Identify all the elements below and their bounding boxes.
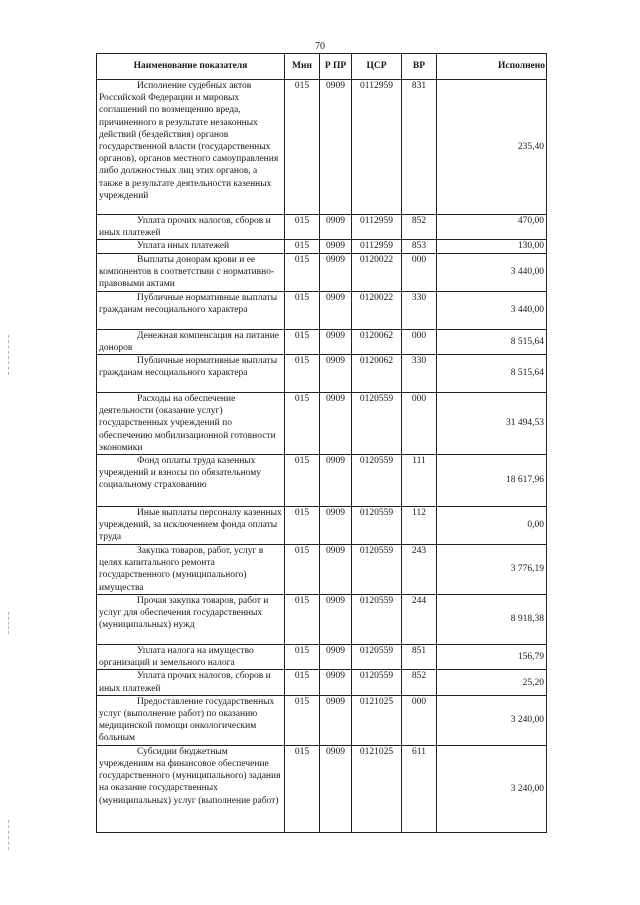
row-name: Расходы на обеспечение деятельности (оказание услуг) государственных учреждений по обеспечению мобилизационной готовности экономики xyxy=(97,393,285,455)
table-row xyxy=(97,355,547,393)
scan-margin-line xyxy=(8,820,9,850)
row-min: 015 xyxy=(285,455,320,507)
row-vr: 852 xyxy=(402,670,437,695)
row-rpr: 0909 xyxy=(320,80,352,215)
row-min: 015 xyxy=(285,545,320,595)
row-rpr: 0909 xyxy=(320,253,352,291)
row-csr: 0121025 xyxy=(352,745,402,832)
table-row xyxy=(97,215,547,240)
row-amount: 3 440,00 xyxy=(437,253,547,291)
row-rpr: 0909 xyxy=(320,455,352,507)
row-vr: 243 xyxy=(402,545,437,595)
scan-margin-line xyxy=(8,335,9,375)
row-vr: 851 xyxy=(402,645,437,670)
row-vr: 111 xyxy=(402,455,437,507)
row-name: Выплаты донорам крови и ее компонентов в соответствии с нормативно-правовыми актами xyxy=(97,253,285,291)
row-vr: 330 xyxy=(402,291,437,329)
table-row xyxy=(97,329,547,354)
row-amount: 156,79 xyxy=(437,645,547,670)
row-csr: 0120559 xyxy=(352,393,402,455)
table-row xyxy=(97,80,547,215)
row-rpr: 0909 xyxy=(320,329,352,354)
row-min: 015 xyxy=(285,745,320,832)
row-csr: 0112959 xyxy=(352,80,402,215)
row-min: 015 xyxy=(285,291,320,329)
row-rpr: 0909 xyxy=(320,645,352,670)
row-amount: 3 776,19 xyxy=(437,545,547,595)
table-row xyxy=(97,291,547,329)
row-amount: 470,00 xyxy=(437,215,547,240)
row-name: Уплата прочих налогов, сборов и иных платежей xyxy=(97,215,285,240)
row-vr: 852 xyxy=(402,215,437,240)
table-row xyxy=(97,455,547,507)
row-min: 015 xyxy=(285,215,320,240)
row-csr: 0121025 xyxy=(352,695,402,745)
table-row xyxy=(97,595,547,645)
row-min: 015 xyxy=(285,670,320,695)
row-rpr: 0909 xyxy=(320,670,352,695)
row-min: 015 xyxy=(285,645,320,670)
row-vr: 000 xyxy=(402,695,437,745)
row-csr: 0120559 xyxy=(352,595,402,645)
row-amount: 8 918,38 xyxy=(437,595,547,645)
table-row xyxy=(97,253,547,291)
row-name: Уплата налога на имущество организаций и земельного налога xyxy=(97,645,285,670)
row-rpr: 0909 xyxy=(320,507,352,545)
row-vr: 000 xyxy=(402,393,437,455)
row-amount: 130,00 xyxy=(437,240,547,253)
table-row xyxy=(97,745,547,832)
header-vr: ВР xyxy=(402,54,437,80)
row-csr: 0120559 xyxy=(352,670,402,695)
row-name: Предоставление государственных услуг (выполнение работ) по оказанию медицинской помощи онкологическим больным xyxy=(97,695,285,745)
row-name: Публичные нормативные выплаты гражданам несоциального характера xyxy=(97,355,285,393)
header-amount: Исполнено xyxy=(437,54,547,80)
row-csr: 0112959 xyxy=(352,215,402,240)
row-min: 015 xyxy=(285,695,320,745)
row-name: Закупка товаров, работ, услуг в целях капитального ремонта государственного (муниципального) имущества xyxy=(97,545,285,595)
table-row xyxy=(97,507,547,545)
row-name: Субсидии бюджетным учреждениям на финансовое обеспечение государственного (муниципального) задания на оказание государственных (муниципальных) услуг (выполнение работ) xyxy=(97,745,285,832)
row-rpr: 0909 xyxy=(320,545,352,595)
row-name: Иные выплаты персоналу казенных учреждений, за исключением фонда оплаты труда xyxy=(97,507,285,545)
row-name: Исполнение судебных актов Российской Федерации и мировых соглашений по возмещению вреда, причиненного в результате незаконных действий (бездействия) органов государственной власти (государственных органов), органов местного самоуправления либо должностных лиц этих органов, а также в результате деятельности казенных учреждений xyxy=(97,80,285,215)
row-csr: 0120559 xyxy=(352,645,402,670)
row-min: 015 xyxy=(285,240,320,253)
row-vr: 611 xyxy=(402,745,437,832)
row-vr: 112 xyxy=(402,507,437,545)
row-csr: 0120559 xyxy=(352,507,402,545)
row-name: Денежная компенсация на питание доноров xyxy=(97,329,285,354)
row-amount: 3 440,00 xyxy=(437,291,547,329)
row-amount: 25,20 xyxy=(437,670,547,695)
table-row xyxy=(97,695,547,745)
row-vr: 244 xyxy=(402,595,437,645)
row-vr: 831 xyxy=(402,80,437,215)
row-rpr: 0909 xyxy=(320,291,352,329)
table-row xyxy=(97,545,547,595)
row-amount: 18 617,96 xyxy=(437,455,547,507)
row-rpr: 0909 xyxy=(320,595,352,645)
row-amount: 8 515,64 xyxy=(437,329,547,354)
row-rpr: 0909 xyxy=(320,393,352,455)
scan-margin-line xyxy=(8,612,9,634)
row-vr: 000 xyxy=(402,329,437,354)
row-csr: 0120022 xyxy=(352,253,402,291)
row-min: 015 xyxy=(285,80,320,215)
row-min: 015 xyxy=(285,253,320,291)
row-amount: 3 240,00 xyxy=(437,695,547,745)
row-name: Уплата прочих налогов, сборов и иных платежей xyxy=(97,670,285,695)
budget-execution-table xyxy=(96,53,547,833)
row-min: 015 xyxy=(285,355,320,393)
header-csr: ЦСР xyxy=(352,54,402,80)
row-amount: 235,40 xyxy=(437,80,547,215)
table-row xyxy=(97,393,547,455)
row-csr: 0120022 xyxy=(352,291,402,329)
row-vr: 853 xyxy=(402,240,437,253)
row-name: Публичные нормативные выплаты гражданам несоциального характера xyxy=(97,291,285,329)
header-min: Мин xyxy=(285,54,320,80)
row-min: 015 xyxy=(285,329,320,354)
table-row xyxy=(97,670,547,695)
row-amount: 3 240,00 xyxy=(437,745,547,832)
row-name: Уплата иных платежей xyxy=(97,240,285,253)
row-csr: 0120559 xyxy=(352,545,402,595)
row-min: 015 xyxy=(285,595,320,645)
header-rpr: Р ПР xyxy=(320,54,352,80)
row-rpr: 0909 xyxy=(320,215,352,240)
row-name: Фонд оплаты труда казенных учреждений и взносы по обязательному социальному страхованию xyxy=(97,455,285,507)
row-csr: 0112959 xyxy=(352,240,402,253)
row-amount: 8 515,64 xyxy=(437,355,547,393)
row-name: Прочая закупка товаров, работ и услуг для обеспечения государственных (муниципальных) нужд xyxy=(97,595,285,645)
row-rpr: 0909 xyxy=(320,240,352,253)
page-number: 70 xyxy=(315,41,325,52)
row-vr: 330 xyxy=(402,355,437,393)
header-name: Наименование показателя xyxy=(97,54,285,80)
row-min: 015 xyxy=(285,393,320,455)
row-min: 015 xyxy=(285,507,320,545)
row-csr: 0120559 xyxy=(352,455,402,507)
table-header-row xyxy=(97,54,547,80)
table-row xyxy=(97,645,547,670)
row-rpr: 0909 xyxy=(320,355,352,393)
row-csr: 0120062 xyxy=(352,329,402,354)
row-rpr: 0909 xyxy=(320,745,352,832)
row-csr: 0120062 xyxy=(352,355,402,393)
table-row xyxy=(97,240,547,253)
row-amount: 0,00 xyxy=(437,507,547,545)
row-amount: 31 494,53 xyxy=(437,393,547,455)
row-vr: 000 xyxy=(402,253,437,291)
row-rpr: 0909 xyxy=(320,695,352,745)
